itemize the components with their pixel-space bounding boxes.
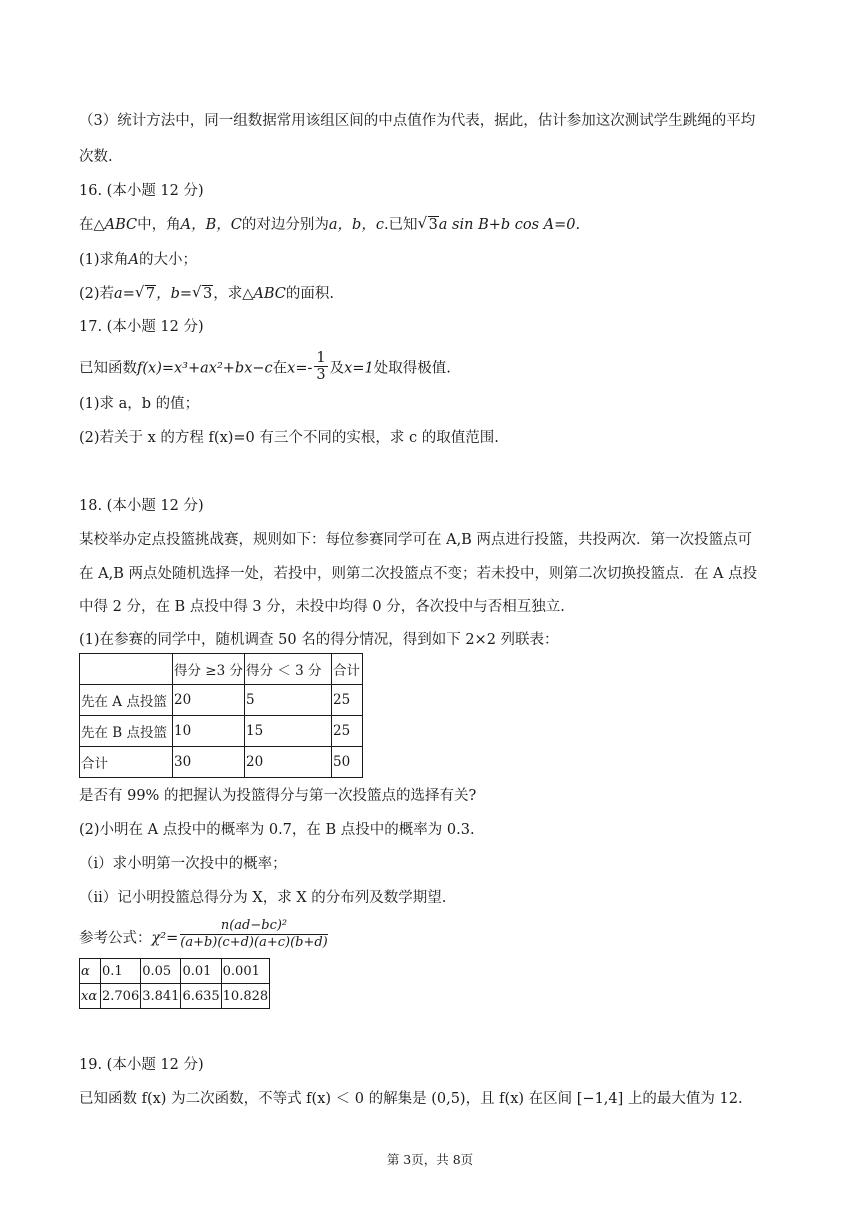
q17-part1: (1)求 a，b 的值； [79,396,200,412]
table-cell: 0.1 [101,959,141,984]
page-footer: 第 3页，共 8页 [386,1152,474,1167]
q18-part2-i: （i）求小明第一次投中的概率； [79,856,287,872]
table-row [80,685,363,716]
q18-part2: (2)小明在 A 点投中的概率为 0.7，在 B 点投中的概率为 0.3. [79,822,475,838]
q19-header: 19. (本小题 12 分) [79,1057,204,1073]
table-cell: 50 [331,747,362,778]
table-row [80,959,270,984]
table-cell: 15 [244,716,331,747]
table-cell [80,654,173,685]
table-cell: 25 [331,685,362,716]
table-cell: 25 [331,716,362,747]
table-cell: 先在 B 点投篮 [80,716,173,747]
table-row [80,716,363,747]
table-cell: 30 [173,747,245,778]
q18-stem-line3: 中得 2 分，在 B 点投中得 3 分，未投中均得 0 分，各次投中与否相互独立. [79,599,565,615]
table-cell: 2.706 [101,984,141,1009]
table-row [80,747,363,778]
table-cell: 6.635 [181,984,221,1009]
reference-formula: 参考公式：χ²= $\frac{\text{n(ad−bc)²}}{(a+b)(c+d)(a+c)(b+d)}$ [79,918,328,950]
contingency-table [79,653,363,778]
table-cell: 得分 ＜ 3 分 [244,654,331,685]
q16-part1: (1)求角A的大小； [79,252,198,268]
table-cell: 先在 A 点投篮 [80,685,173,716]
q18-part2-ii: （ii）记小明投篮总得分为 X，求 X 的分布列及数学期望. [79,890,447,906]
q19-stem: 已知函数 f(x) 为二次函数，不等式 f(x) ＜ 0 的解集是 (0,5)，且 f(x) 在区间 [−1,4] 上的最大值为 12. [79,1091,743,1107]
table-cell: 0.01 [181,959,221,984]
table-cell: 10 [173,716,245,747]
sqrt-symbol: √ 3 [192,283,213,302]
table-cell: 0.05 [141,959,181,984]
table-cell: 合计 [80,747,173,778]
table-cell: α [80,959,101,984]
q18-question: 是否有 99% 的把握认为投篮得分与第一次投篮点的选择有关? [79,788,477,804]
q16-stem: 在△ABC中，角A，B，C的对边分别为a，b，c.已知 √ 3a sin B+b cos A=0. [79,214,581,233]
fraction: $\frac{\text{n(ad−bc)²}}{(a+b)(c+d)(a+c)(b+d)}$ [180,918,328,950]
fraction: $\frac{1}{3}$ [316,350,326,383]
q16-header: 16. (本小题 12 分) [79,183,204,199]
table-cell: 10.828 [221,984,270,1009]
q18-header: 18. (本小题 12 分) [79,498,204,514]
q17-part2: (2)若关于 x 的方程 f(x)=0 有三个不同的实根，求 c 的取值范围. [79,430,499,446]
table-cell: 合计 [331,654,362,685]
q17-stem: 已知函数f(x)=x³+ax²+bx−c在x=- $\frac{1}{3}$ 及x=1处取得极值. [79,350,451,383]
critical-value-table [79,958,270,1009]
q16-part2: (2)若a= √ 7，b= √ 3，求△ABC的面积. [79,283,335,302]
table-cell: 5 [244,685,331,716]
q15-part3-line2: 次数. [79,149,113,165]
table-cell: 0.001 [221,959,270,984]
table-row [80,984,270,1009]
q17-header: 17. (本小题 12 分) [79,319,204,335]
q18-stem-line1: 某校举办定点投篮挑战赛，规则如下：每位参赛同学可在 A,B 两点进行投篮，共投两次．第一次投篮点可 [79,532,752,548]
sqrt-symbol: √ 7 [134,283,156,302]
q15-part3-line1: （3）统计方法中，同一组数据常用该组区间的中点值作为代表，据此，估计参加这次测试学生跳绳的平均 [79,113,756,129]
table-cell: 得分 ≥3 分 [173,654,245,685]
table-cell: 3.841 [141,984,181,1009]
table-cell: 20 [244,747,331,778]
q18-stem-line2: 在 A,B 两点处随机选择一处，若投中，则第二次投篮点不变；若未投中，则第二次切换投篮点．在 A 点投 [79,566,758,582]
table-row [80,654,363,685]
q18-part1: (1)在参赛的同学中，随机调查 50 名的得分情况，得到如下 2×2 列联表： [79,632,559,648]
table-cell: 20 [173,685,245,716]
sqrt-symbol: √ 3 [417,214,438,233]
table-cell: xα [80,984,101,1009]
